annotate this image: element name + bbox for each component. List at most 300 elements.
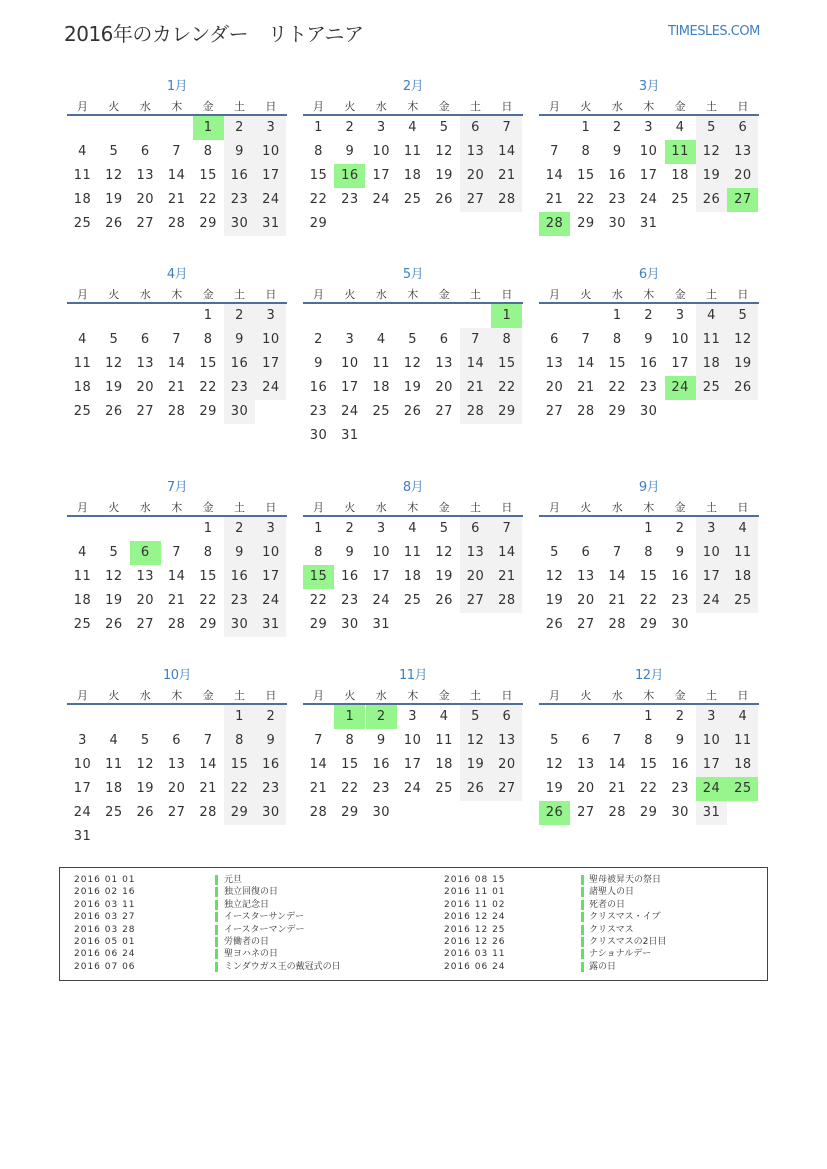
weekday-label: 土 xyxy=(706,689,717,702)
day-cell: 10 xyxy=(255,140,286,164)
day-cell: 7 xyxy=(581,332,591,347)
weekday-label: 水 xyxy=(375,100,387,113)
day-cell: 8 xyxy=(203,144,213,159)
day-cell: 12 xyxy=(460,729,491,753)
day-cell: 29 xyxy=(309,216,328,231)
weekday-label: 水 xyxy=(139,689,151,702)
day-cell: 31 xyxy=(255,212,286,236)
month-title: 6月 xyxy=(638,267,660,282)
day-cell: 2 xyxy=(345,120,355,135)
holiday-day-cell: 11 xyxy=(665,140,696,164)
weekday-label: 土 xyxy=(470,288,481,301)
day-cell: 14 xyxy=(577,356,595,371)
day-cell: 31 xyxy=(372,617,391,632)
legend-date: 2016 06 24 xyxy=(444,961,506,972)
day-cell: 26 xyxy=(435,192,453,207)
day-cell: 4 xyxy=(78,332,87,347)
day-cell: 21 xyxy=(491,565,522,589)
day-cell: 13 xyxy=(545,356,564,371)
day-cell: 21 xyxy=(491,164,522,188)
day-cell: 27 xyxy=(460,589,491,613)
day-cell: 7 xyxy=(460,328,491,352)
weekday-label: 水 xyxy=(611,501,623,514)
weekday-header xyxy=(303,98,523,112)
day-cell: 10 xyxy=(372,545,391,560)
day-cell: 2 xyxy=(675,521,685,536)
weekday-header xyxy=(539,687,759,701)
legend-date: 2016 12 26 xyxy=(444,937,506,947)
day-cell: 15 xyxy=(577,168,595,183)
day-cell: 25 xyxy=(671,192,689,207)
day-cell: 15 xyxy=(639,757,658,772)
weekday-label: 木 xyxy=(407,501,419,514)
day-cell: 22 xyxy=(491,376,522,400)
day-cell: 8 xyxy=(644,733,654,748)
day-cell: 20 xyxy=(136,593,155,608)
day-cell: 9 xyxy=(345,545,355,560)
day-cell: 24 xyxy=(696,589,727,613)
day-cell: 27 xyxy=(167,805,186,820)
day-cell: 21 xyxy=(545,192,564,207)
day-cell: 20 xyxy=(491,753,522,777)
day-cell: 9 xyxy=(255,729,286,753)
day-cell: 19 xyxy=(105,192,123,207)
legend-holiday-name: ナショナルデー xyxy=(589,949,652,960)
day-cell: 24 xyxy=(372,593,391,608)
legend-date: 2016 08 15 xyxy=(444,875,506,885)
weekday-label: 火 xyxy=(108,501,120,514)
day-cell: 19 xyxy=(105,380,123,395)
legend-date: 2016 05 01 xyxy=(74,937,136,947)
weekday-label: 土 xyxy=(470,689,481,702)
weekday-label: 水 xyxy=(375,501,387,514)
day-cell: 26 xyxy=(545,617,564,632)
site-brand[interactable]: TIMESLES.COM xyxy=(668,24,760,39)
weekday-label: 月 xyxy=(313,100,324,113)
weekday-divider xyxy=(303,302,523,304)
weekday-label: 月 xyxy=(549,501,560,514)
day-cell: 31 xyxy=(73,829,92,844)
day-cell: 3 xyxy=(696,517,727,541)
day-cell: 6 xyxy=(172,733,182,748)
day-cell: 24 xyxy=(255,376,286,400)
holiday-marker xyxy=(581,912,584,922)
day-cell: 26 xyxy=(435,593,453,608)
weekday-label: 日 xyxy=(265,501,277,514)
legend-row xyxy=(60,961,760,973)
day-cell: 15 xyxy=(309,168,328,183)
day-cell: 10 xyxy=(372,144,391,159)
day-cell: 12 xyxy=(403,356,422,371)
day-cell: 11 xyxy=(727,541,758,565)
day-cell: 7 xyxy=(491,116,522,140)
day-cell: 18 xyxy=(73,380,92,395)
day-cell: 15 xyxy=(491,352,522,376)
day-cell: 15 xyxy=(639,569,658,584)
day-cell: 17 xyxy=(403,757,422,772)
weekday-header xyxy=(539,286,759,300)
month-title: 4月 xyxy=(166,267,188,282)
day-cell: 11 xyxy=(696,328,727,352)
holiday-marker xyxy=(581,875,584,885)
day-cell: 17 xyxy=(73,781,92,796)
day-cell: 15 xyxy=(224,753,255,777)
day-cell: 20 xyxy=(727,164,758,188)
day-cell: 12 xyxy=(545,757,564,772)
day-cell: 14 xyxy=(167,168,186,183)
legend-date: 2016 03 11 xyxy=(444,949,506,960)
day-cell: 11 xyxy=(403,144,422,159)
weekday-label: 日 xyxy=(501,501,513,514)
weekday-label: 木 xyxy=(171,501,183,514)
weekday-label: 土 xyxy=(234,288,245,301)
day-cell: 9 xyxy=(376,733,386,748)
day-cell: 4 xyxy=(376,332,386,347)
day-cell: 10 xyxy=(255,541,286,565)
day-cell: 23 xyxy=(671,593,689,608)
weekday-label: 木 xyxy=(643,100,655,113)
weekday-header xyxy=(67,286,287,300)
weekday-label: 金 xyxy=(674,288,686,301)
day-cell: 18 xyxy=(73,192,92,207)
day-cell: 13 xyxy=(491,729,522,753)
weekday-label: 水 xyxy=(375,689,387,702)
day-cell: 31 xyxy=(341,428,359,443)
day-cell: 27 xyxy=(136,216,155,231)
day-cell: 17 xyxy=(671,356,689,371)
holiday-day-cell: 6 xyxy=(130,541,161,565)
weekday-label: 土 xyxy=(234,100,245,113)
day-cell: 9 xyxy=(345,144,355,159)
day-cell: 23 xyxy=(224,376,255,400)
day-cell: 19 xyxy=(403,380,422,395)
day-cell: 1 xyxy=(203,521,213,536)
day-cell: 14 xyxy=(167,569,186,584)
day-cell: 14 xyxy=(491,140,522,164)
weekday-header xyxy=(303,499,523,513)
day-cell: 30 xyxy=(341,617,359,632)
day-cell: 28 xyxy=(491,188,522,212)
day-cell: 6 xyxy=(581,545,591,560)
day-cell: 12 xyxy=(696,140,727,164)
day-cell: 13 xyxy=(136,168,155,183)
day-cell: 17 xyxy=(372,168,391,183)
day-cell: 16 xyxy=(639,356,658,371)
day-cell: 9 xyxy=(675,545,685,560)
weekday-label: 水 xyxy=(139,288,151,301)
day-cell: 23 xyxy=(341,593,359,608)
day-cell: 29 xyxy=(639,805,658,820)
weekday-label: 木 xyxy=(407,689,419,702)
day-cell: 3 xyxy=(345,332,355,347)
legend-holiday-name: 諸聖人の日 xyxy=(589,887,635,898)
day-cell: 30 xyxy=(224,613,255,637)
day-cell: 14 xyxy=(545,168,564,183)
weekday-label: 月 xyxy=(77,100,88,113)
day-cell: 21 xyxy=(608,781,627,796)
day-cell: 17 xyxy=(696,753,727,777)
day-cell: 8 xyxy=(314,545,323,560)
day-cell: 11 xyxy=(372,356,391,371)
legend-holiday-name: 独立回復の日 xyxy=(224,887,279,898)
day-cell: 23 xyxy=(341,192,359,207)
day-cell: 12 xyxy=(435,545,453,560)
day-cell: 9 xyxy=(224,328,255,352)
weekday-label: 木 xyxy=(407,288,419,301)
day-cell: 21 xyxy=(167,380,186,395)
day-cell: 19 xyxy=(696,164,727,188)
holiday-day-cell: 2 xyxy=(366,705,397,729)
legend-date: 2016 12 24 xyxy=(444,912,506,923)
weekday-label: 土 xyxy=(234,689,245,702)
day-cell: 7 xyxy=(203,733,213,748)
day-cell: 4 xyxy=(439,709,449,724)
day-cell: 13 xyxy=(460,140,491,164)
legend-date: 2016 11 01 xyxy=(444,887,506,898)
day-cell: 6 xyxy=(581,733,591,748)
month-title: 5月 xyxy=(402,267,424,282)
weekday-label: 木 xyxy=(407,100,419,113)
day-cell: 28 xyxy=(608,805,627,820)
holiday-legend xyxy=(59,867,768,981)
legend-row xyxy=(60,874,760,886)
weekday-label: 日 xyxy=(501,689,513,702)
day-cell: 29 xyxy=(639,617,658,632)
weekday-header xyxy=(539,98,759,112)
day-cell: 4 xyxy=(727,705,758,729)
day-cell: 8 xyxy=(581,144,591,159)
day-cell: 17 xyxy=(255,352,286,376)
weekday-label: 土 xyxy=(470,100,481,113)
weekday-label: 金 xyxy=(674,689,686,702)
weekday-header xyxy=(303,687,523,701)
day-cell: 28 xyxy=(167,617,186,632)
day-cell: 24 xyxy=(372,192,391,207)
day-cell: 25 xyxy=(403,192,422,207)
day-cell: 1 xyxy=(314,120,323,135)
day-cell: 26 xyxy=(403,404,422,419)
weekday-label: 土 xyxy=(234,501,245,514)
weekday-label: 日 xyxy=(737,100,749,113)
day-cell: 30 xyxy=(671,805,689,820)
day-cell: 19 xyxy=(545,593,564,608)
weekday-label: 月 xyxy=(77,689,88,702)
holiday-day-cell: 1 xyxy=(334,705,365,729)
day-cell: 31 xyxy=(696,801,727,825)
day-cell: 7 xyxy=(612,545,622,560)
day-cell: 28 xyxy=(460,400,491,424)
day-cell: 10 xyxy=(73,757,92,772)
weekday-header xyxy=(67,499,287,513)
day-cell: 21 xyxy=(309,781,328,796)
legend-holiday-name: 聖母被昇天の祭日 xyxy=(589,875,662,885)
day-cell: 11 xyxy=(727,729,758,753)
day-cell: 30 xyxy=(608,216,627,231)
day-cell: 30 xyxy=(224,400,255,424)
day-cell: 21 xyxy=(460,376,491,400)
weekday-label: 木 xyxy=(643,501,655,514)
day-cell: 26 xyxy=(105,404,123,419)
day-cell: 8 xyxy=(224,729,255,753)
day-cell: 2 xyxy=(612,120,622,135)
day-cell: 6 xyxy=(550,332,559,347)
day-cell: 22 xyxy=(199,380,217,395)
day-cell: 19 xyxy=(545,781,564,796)
day-cell: 2 xyxy=(644,308,654,323)
weekday-label: 金 xyxy=(438,100,450,113)
day-cell: 7 xyxy=(550,144,559,159)
day-cell: 11 xyxy=(403,545,422,560)
weekday-label: 月 xyxy=(313,501,324,514)
day-cell: 24 xyxy=(255,188,286,212)
day-cell: 4 xyxy=(675,120,685,135)
weekday-label: 土 xyxy=(706,288,717,301)
day-cell: 5 xyxy=(696,116,727,140)
weekday-label: 火 xyxy=(580,288,592,301)
day-cell: 13 xyxy=(460,541,491,565)
legend-holiday-name: ミンダウガス王の戴冠式の日 xyxy=(224,961,341,972)
day-cell: 8 xyxy=(644,545,654,560)
day-cell: 21 xyxy=(577,380,595,395)
day-cell: 27 xyxy=(136,617,155,632)
day-cell: 5 xyxy=(140,733,150,748)
day-cell: 15 xyxy=(341,757,359,772)
day-cell: 2 xyxy=(345,521,355,536)
day-cell: 17 xyxy=(255,565,286,589)
day-cell: 30 xyxy=(224,212,255,236)
day-cell: 19 xyxy=(136,781,155,796)
day-cell: 26 xyxy=(696,188,727,212)
day-cell: 3 xyxy=(408,709,418,724)
day-cell: 2 xyxy=(675,709,685,724)
weekday-label: 金 xyxy=(674,100,686,113)
weekday-label: 金 xyxy=(438,288,450,301)
day-cell: 8 xyxy=(203,545,213,560)
day-cell: 27 xyxy=(491,777,522,801)
day-cell: 24 xyxy=(639,192,658,207)
day-cell: 5 xyxy=(439,120,449,135)
month-title: 11月 xyxy=(398,668,428,683)
day-cell: 26 xyxy=(105,617,123,632)
weekday-label: 火 xyxy=(344,501,356,514)
day-cell: 4 xyxy=(78,144,87,159)
day-cell: 27 xyxy=(460,188,491,212)
legend-holiday-name: 労働者の日 xyxy=(224,937,270,947)
month-title: 8月 xyxy=(402,480,424,495)
weekday-label: 水 xyxy=(611,689,623,702)
legend-holiday-name: クリスマスの2日目 xyxy=(589,937,667,947)
weekday-label: 金 xyxy=(202,689,214,702)
legend-row xyxy=(60,948,760,960)
day-cell: 20 xyxy=(577,781,595,796)
day-cell: 7 xyxy=(491,517,522,541)
day-cell: 18 xyxy=(696,352,727,376)
weekday-header xyxy=(67,687,287,701)
legend-date: 2016 03 11 xyxy=(74,899,136,910)
weekday-label: 金 xyxy=(438,689,450,702)
day-cell: 24 xyxy=(255,589,286,613)
day-cell: 22 xyxy=(577,192,595,207)
day-cell: 5 xyxy=(408,332,418,347)
holiday-marker xyxy=(581,887,584,897)
day-cell: 25 xyxy=(73,404,92,419)
day-cell: 7 xyxy=(612,733,622,748)
weekday-label: 月 xyxy=(549,689,560,702)
day-cell: 17 xyxy=(255,164,286,188)
day-cell: 29 xyxy=(199,216,217,231)
day-cell: 5 xyxy=(109,545,119,560)
day-cell: 1 xyxy=(203,308,213,323)
month-title: 12月 xyxy=(634,668,664,683)
day-cell: 3 xyxy=(255,517,286,541)
day-cell: 22 xyxy=(199,593,217,608)
day-cell: 28 xyxy=(577,404,595,419)
holiday-marker xyxy=(581,962,584,972)
day-cell: 23 xyxy=(224,589,255,613)
day-cell: 6 xyxy=(460,517,491,541)
day-cell: 31 xyxy=(255,613,286,637)
legend-holiday-name: 元旦 xyxy=(224,875,243,885)
day-cell: 19 xyxy=(105,593,123,608)
day-cell: 5 xyxy=(460,705,491,729)
day-cell: 15 xyxy=(199,356,217,371)
day-cell: 4 xyxy=(727,517,758,541)
day-cell: 14 xyxy=(167,356,186,371)
day-cell: 12 xyxy=(727,328,758,352)
weekday-label: 火 xyxy=(344,288,356,301)
day-cell: 19 xyxy=(435,569,453,584)
legend-row xyxy=(60,911,760,923)
day-cell: 10 xyxy=(341,356,359,371)
holiday-day-cell: 25 xyxy=(727,777,758,801)
weekday-label: 火 xyxy=(344,100,356,113)
weekday-label: 金 xyxy=(202,100,214,113)
day-cell: 8 xyxy=(612,332,622,347)
day-cell: 3 xyxy=(255,116,286,140)
page-title: 2016年のカレンダー リトアニア xyxy=(64,22,364,46)
legend-row xyxy=(60,936,760,948)
day-cell: 6 xyxy=(140,144,150,159)
day-cell: 18 xyxy=(727,753,758,777)
day-cell: 8 xyxy=(314,144,323,159)
day-cell: 22 xyxy=(639,593,658,608)
weekday-label: 火 xyxy=(580,689,592,702)
day-cell: 25 xyxy=(435,781,453,796)
day-cell: 5 xyxy=(109,332,119,347)
legend-holiday-name: クリスマス・イブ xyxy=(589,912,661,923)
day-cell: 20 xyxy=(136,380,155,395)
legend-holiday-name: 死者の日 xyxy=(589,899,626,910)
weekday-label: 日 xyxy=(737,501,749,514)
day-cell: 4 xyxy=(78,545,87,560)
weekday-label: 日 xyxy=(737,689,749,702)
day-cell: 8 xyxy=(491,328,522,352)
holiday-day-cell: 28 xyxy=(539,212,570,236)
day-cell: 6 xyxy=(491,705,522,729)
legend-date: 2016 06 24 xyxy=(74,949,136,960)
day-cell: 25 xyxy=(727,589,758,613)
day-cell: 29 xyxy=(608,404,627,419)
day-cell: 17 xyxy=(372,569,391,584)
day-cell: 5 xyxy=(550,545,559,560)
day-cell: 1 xyxy=(612,308,622,323)
day-cell: 27 xyxy=(435,404,453,419)
day-cell: 7 xyxy=(172,545,182,560)
day-cell: 15 xyxy=(608,356,627,371)
holiday-day-cell: 1 xyxy=(491,304,522,328)
day-cell: 21 xyxy=(167,192,186,207)
day-cell: 22 xyxy=(309,192,328,207)
